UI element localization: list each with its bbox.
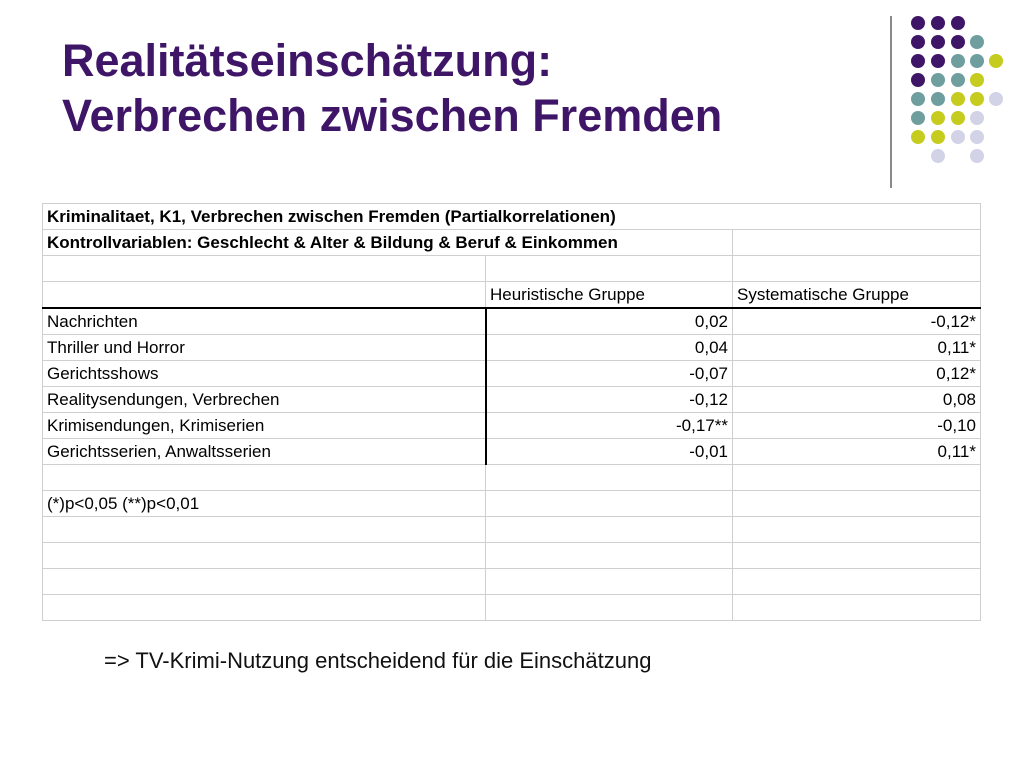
decor-dot <box>970 130 984 144</box>
table-footnote-row <box>43 491 981 517</box>
decor-dot <box>970 54 984 68</box>
table-row <box>43 308 981 335</box>
row-label: Krimisendungen, Krimiserien <box>43 413 486 439</box>
systematic-value: 0,08 <box>733 387 981 413</box>
decor-dot <box>931 54 945 68</box>
row-label: Gerichtsserien, Anwaltsserien <box>43 439 486 465</box>
slide-title <box>62 33 722 143</box>
table-row <box>43 439 981 465</box>
decor-dot <box>931 73 945 87</box>
empty-cell <box>486 569 733 595</box>
heuristic-value: 0,02 <box>486 308 733 335</box>
systematic-value: -0,12* <box>733 308 981 335</box>
empty-cell <box>486 465 733 491</box>
column-header-heuristic: Heuristische Gruppe <box>486 282 733 309</box>
decor-dot <box>911 92 925 106</box>
empty-cell <box>733 517 981 543</box>
empty-cell <box>486 517 733 543</box>
decor-dot <box>911 54 925 68</box>
decor-dot <box>931 149 945 163</box>
decor-dot <box>970 73 984 87</box>
table-row <box>43 517 981 543</box>
column-header-blank <box>43 282 486 309</box>
heuristic-value: 0,04 <box>486 335 733 361</box>
decor-dot <box>951 92 965 106</box>
table-row <box>43 387 981 413</box>
conclusion-text: => TV-Krimi-Nutzung entscheidend für die Einschätzung <box>104 648 652 673</box>
partial-correlation-table <box>42 203 981 621</box>
empty-cell <box>733 230 981 256</box>
empty-cell <box>733 256 981 282</box>
decor-dot <box>951 35 965 49</box>
empty-cell <box>43 595 486 621</box>
empty-cell <box>43 465 486 491</box>
decor-dot <box>989 54 1003 68</box>
heuristic-value: -0,01 <box>486 439 733 465</box>
table-row <box>43 335 981 361</box>
empty-cell <box>733 569 981 595</box>
decor-dot <box>931 111 945 125</box>
row-label: Nachrichten <box>43 308 486 335</box>
decor-dot <box>970 92 984 106</box>
significance-footnote: (*)p<0,05 (**)p<0,01 <box>43 491 486 517</box>
empty-cell <box>733 491 981 517</box>
empty-cell <box>733 595 981 621</box>
table-caption: Kriminalitaet, K1, Verbrechen zwischen Fremden (Partialkorrelationen) <box>43 204 981 230</box>
empty-cell <box>43 517 486 543</box>
decor-dot <box>951 73 965 87</box>
decor-dot <box>970 35 984 49</box>
decor-dot <box>951 54 965 68</box>
decor-dot <box>970 149 984 163</box>
decor-dot <box>931 35 945 49</box>
row-label: Realitysendungen, Verbrechen <box>43 387 486 413</box>
column-header-systematic: Systematische Gruppe <box>733 282 981 309</box>
decor-dot <box>931 16 945 30</box>
table-row <box>43 595 981 621</box>
empty-cell <box>733 543 981 569</box>
empty-cell <box>43 569 486 595</box>
table-caption-row <box>43 204 981 230</box>
heuristic-value: -0,12 <box>486 387 733 413</box>
decor-dot <box>951 111 965 125</box>
column-header-row <box>43 282 981 309</box>
empty-cell <box>43 256 486 282</box>
systematic-value: 0,12* <box>733 361 981 387</box>
decorative-divider <box>890 16 892 188</box>
table-row <box>43 543 981 569</box>
empty-cell <box>486 543 733 569</box>
decor-dot <box>911 16 925 30</box>
empty-cell <box>486 491 733 517</box>
empty-cell <box>486 595 733 621</box>
decor-dot <box>931 92 945 106</box>
heuristic-value: -0,17** <box>486 413 733 439</box>
table-row <box>43 413 981 439</box>
table-row <box>43 465 981 491</box>
decor-dot <box>911 73 925 87</box>
systematic-value: 0,11* <box>733 439 981 465</box>
slide-title-line-2: Verbrechen zwischen Fremden <box>62 90 723 141</box>
decor-dot <box>951 130 965 144</box>
table-controls-row <box>43 230 981 256</box>
row-label: Thriller und Horror <box>43 335 486 361</box>
decor-dot <box>931 130 945 144</box>
table-row <box>43 361 981 387</box>
heuristic-value: -0,07 <box>486 361 733 387</box>
empty-cell <box>733 465 981 491</box>
empty-cell <box>486 256 733 282</box>
systematic-value: -0,10 <box>733 413 981 439</box>
table-controls: Kontrollvariablen: Geschlecht & Alter & Bildung & Beruf & Einkommen <box>43 230 733 256</box>
decor-dot <box>951 16 965 30</box>
decor-dot <box>911 130 925 144</box>
decor-dot <box>970 111 984 125</box>
systematic-value: 0,11* <box>733 335 981 361</box>
empty-cell <box>43 543 486 569</box>
decor-dot <box>989 92 1003 106</box>
table-row <box>43 256 981 282</box>
decor-dot <box>911 111 925 125</box>
slide-title-line-1: Realitätseinschätzung: <box>62 35 553 86</box>
decor-dot <box>911 35 925 49</box>
table-row <box>43 569 981 595</box>
row-label: Gerichtsshows <box>43 361 486 387</box>
